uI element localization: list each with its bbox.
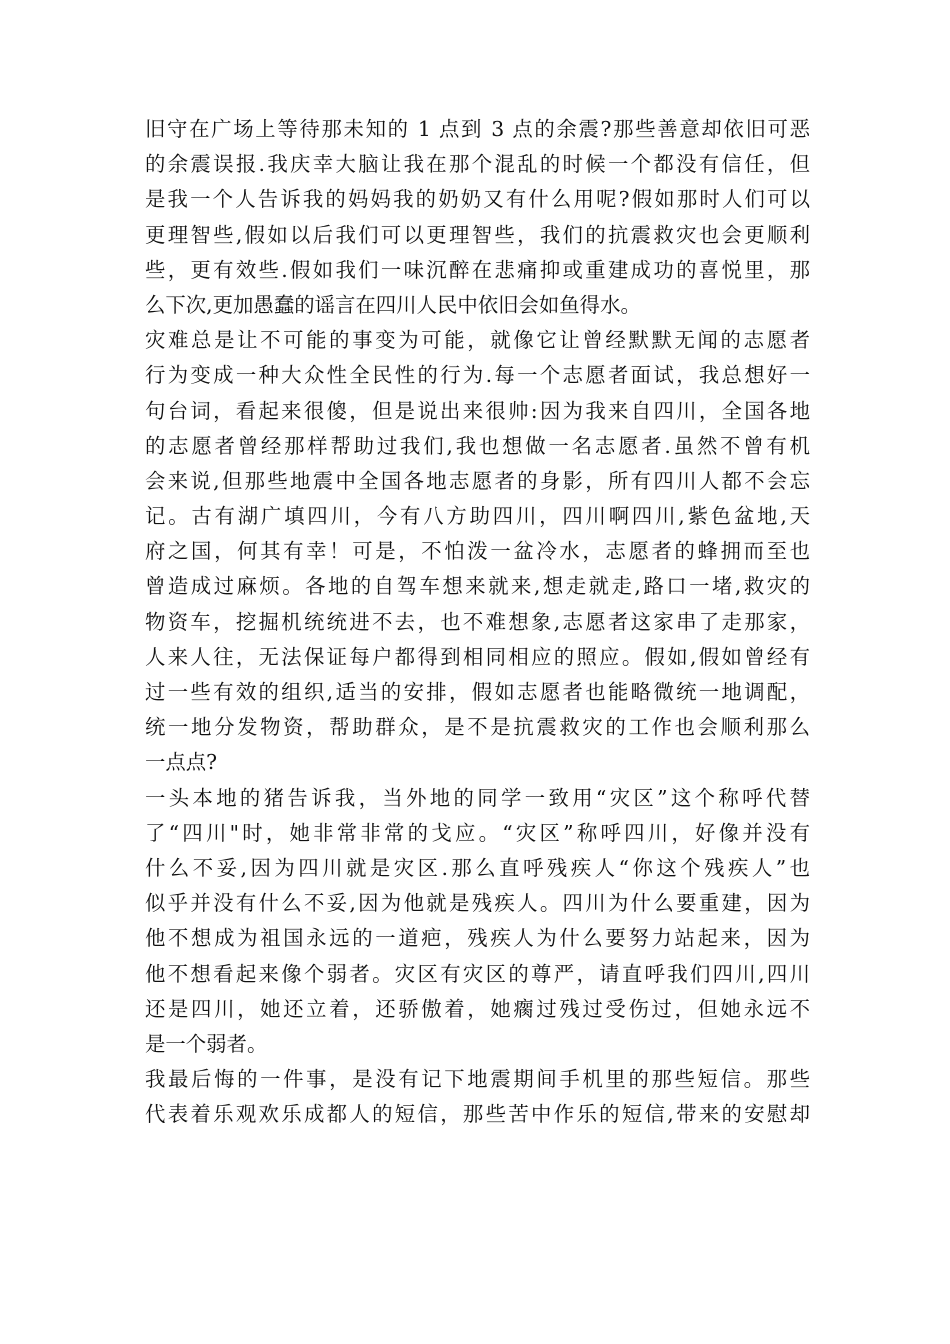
text-line: 曾造成过麻烦。各地的自驾车想来就来,想走就走,路口一堵,救灾的 [145, 574, 810, 599]
text-line: 一点点? [145, 750, 218, 775]
text-line: 还是四川，她还立着，还骄傲着，她瘸过残过受伤过，但她永远不 [145, 996, 810, 1021]
text-line: 么下次,更加愚蠢的谣言在四川人民中依旧会如鱼得水。 [145, 292, 641, 317]
text-line: 物资车，挖掘机统统进不去，也不难想象,志愿者这家串了走那家， [145, 609, 810, 634]
text-line: 句台词，看起来很傻，但是说出来很帅:因为我来自四川，全国各地 [145, 398, 810, 423]
text-line: 更理智些,假如以后我们可以更理智些，我们的抗震救灾也会更顺利 [145, 222, 810, 247]
text-line: 了“四川"时，她非常非常的戈应。“灾区”称呼四川，好像并没有 [145, 820, 810, 845]
text-line: 会来说,但那些地震中全国各地志愿者的身影，所有四川人都不会忘 [145, 468, 810, 493]
text-line: 些，更有效些.假如我们一味沉醉在悲痛抑或重建成功的喜悦里，那 [145, 257, 810, 282]
text-line: 过一些有效的组织,适当的安排，假如志愿者也能略微统一地调配， [145, 680, 810, 704]
text-line: 灾难总是让不可能的事变为可能，就像它让曾经默默无闻的志愿者 [145, 328, 810, 353]
paragraph [145, 781, 810, 1063]
text-line: 的余震误报.我庆幸大脑让我在那个混乱的时候一个都没有信任，但 [145, 152, 810, 177]
text-line: 代表着乐观欢乐成都人的短信，那些苦中作乐的短信,带来的安慰却 [145, 1102, 810, 1127]
text-line: 人来人往，无法保证每户都得到相同相应的照应。假如,假如曾经有 [145, 644, 810, 669]
text-line: 他不想看起来像个弱者。灾区有灾区的尊严，请直呼我们四川,四川 [145, 961, 810, 986]
text-line: 什么不妥,因为四川就是灾区.那么直呼残疾人“你这个残疾人”也 [145, 855, 810, 880]
text-line: 是我一个人告诉我的妈妈我的奶奶又有什么用呢?假如那时人们可以 [145, 187, 810, 212]
text-line: 的志愿者曾经那样帮助过我们,我也想做一名志愿者.虽然不曾有机 [145, 433, 810, 458]
text-line: 是一个弱者。 [145, 1031, 268, 1056]
text-line: 旧守在广场上等待那未知的 1 点到 3 点的余震?那些善意却依旧可恶 [145, 117, 810, 141]
text-line: 行为变成一种大众性全民性的行为.每一个志愿者面试，我总想好一 [145, 363, 810, 388]
text-line: 似乎并没有什么不妥,因为他就是残疾人。四川为什么要重建，因为 [145, 891, 810, 916]
text-line: 他不想成为祖国永远的一道疤，残疾人为什么要努力站起来，因为 [145, 926, 810, 951]
text-line: 一头本地的猪告诉我，当外地的同学一致用“灾区”这个称呼代替 [145, 785, 810, 810]
text-line: 府之国，何其有幸！可是，不怕泼一盆冷水，志愿者的蜂拥而至也 [145, 539, 810, 564]
paragraph [145, 112, 810, 323]
paragraph [145, 1062, 810, 1132]
document-page [145, 112, 810, 1132]
text-line: 我最后悔的一件事，是没有记下地震期间手机里的那些短信。那些 [145, 1067, 810, 1092]
text-line: 记。古有湖广填四川，今有八方助四川，四川啊四川,紫色盆地,天 [145, 504, 810, 529]
paragraph [145, 323, 810, 780]
text-line: 统一地分发物资，帮助群众，是不是抗震救灾的工作也会顺利那么 [145, 715, 810, 740]
